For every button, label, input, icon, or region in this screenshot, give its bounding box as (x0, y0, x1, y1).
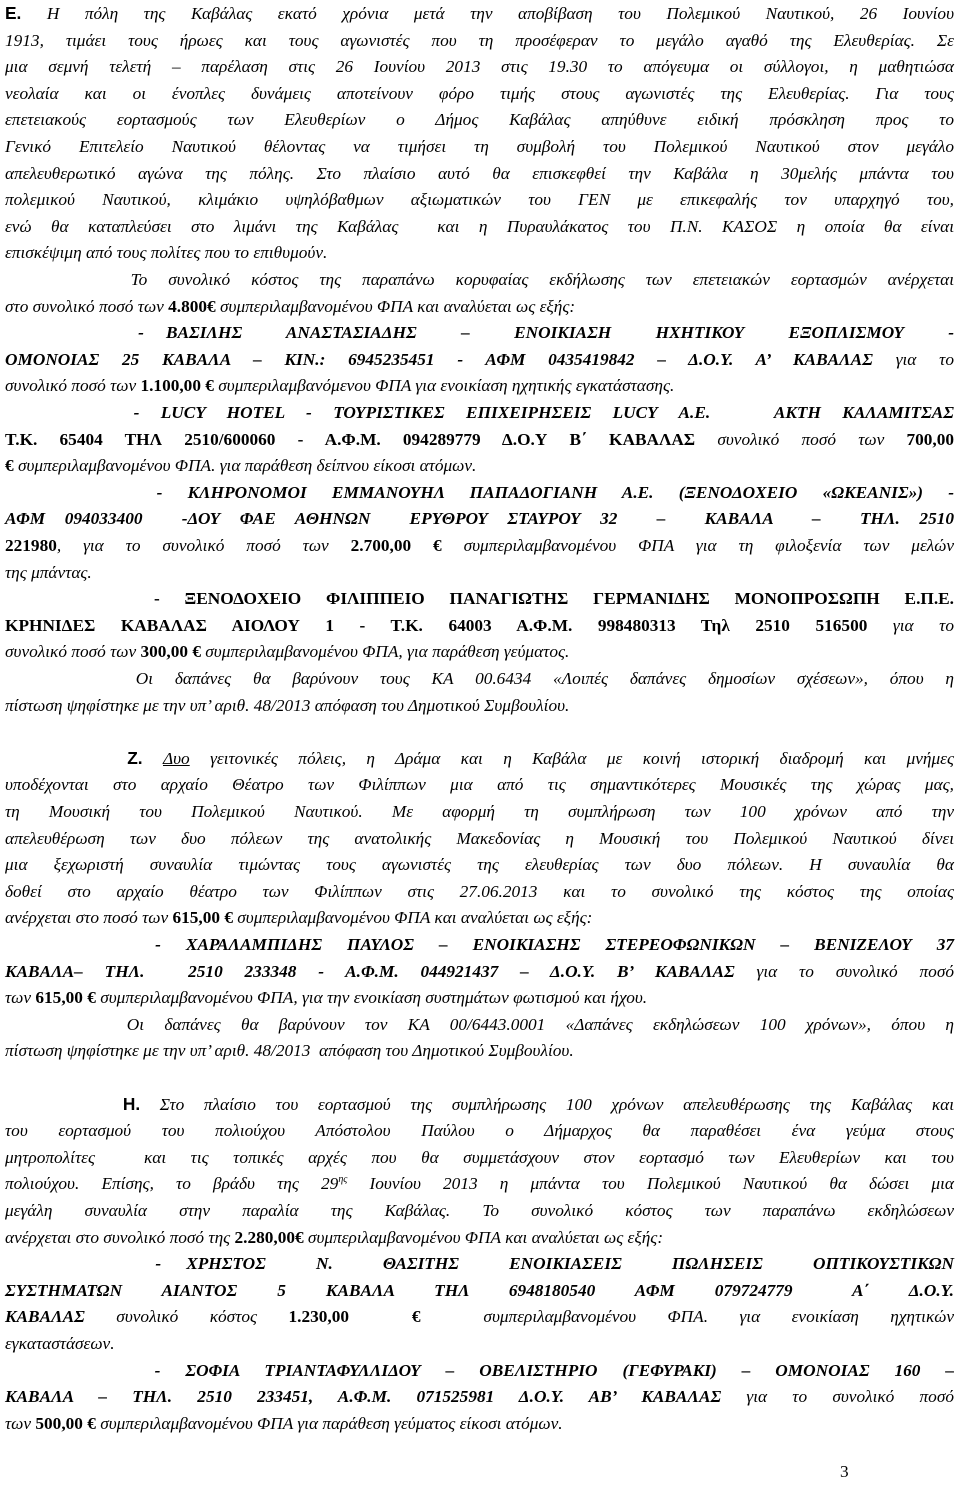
text-line (5, 694, 954, 717)
text-run: ΣΥΣΤΗΜΑΤΩΝ ΑΙΑΝΤΟΣ 5 ΚΑΒΑΛΑ ΤΗΛ 6948180540 ΑΦΜ 079724779 Α΄ Δ.Ο.Υ. (5, 1280, 954, 1300)
text-run: Στο πλαίσιο του εορτασμού της συμπλήρωσης 100 χρόνων απελευθέρωσης της Καβάλας και (140, 1094, 954, 1114)
text-line (5, 1066, 954, 1089)
text-line (5, 2, 954, 25)
text-run: απελευθερωτικό αγώνα της πόλης. Στο πλαίσιο αυτό θα επισκεφθεί την Καβάλα η 30μελής μπάντα του (5, 163, 954, 183)
text-line (5, 1199, 954, 1222)
text-run: εγκαταστάσεων. (5, 1334, 115, 1353)
text-line (5, 428, 954, 451)
text-line (5, 481, 954, 504)
text-run: συμπεριλαμβανομένου ΦΠΑ και αναλύεται ως εξής: (215, 296, 576, 316)
text-line (5, 853, 954, 876)
text-run: πολεμικού Ναυτικού, κλιμάκιο υψηλόβαθμων αξιωματικών του ΓΕΝ με επικεφαλής τον υπαρχηγό του, (5, 190, 954, 210)
text-line (5, 29, 954, 52)
text-line (5, 534, 954, 557)
text-run: , για το συνολικό ποσό των (56, 536, 351, 555)
text-line (5, 1252, 954, 1275)
text-line (5, 1226, 954, 1249)
text-line (5, 933, 954, 956)
text-run: τη Μουσική του Πολεμικού Ναυτικού. Με αφορμή τη συμπλήρωση των 100 χρόνων από την (5, 802, 954, 821)
text-line (5, 1279, 954, 1302)
text-run: συμπεριλαμβανομένου ΦΠΑ για παράθεση γεύματος είκοσι ατόμων. (95, 1413, 563, 1433)
text-run: συμπεριλαμβανομένου ΦΠΑ και αναλύεται ως εξής: (303, 1227, 664, 1247)
text-run: των (5, 1413, 36, 1433)
text-run: 500,00 € (35, 1413, 96, 1433)
text-run: του εορτασμού του πολιούχου Απόστολου Παύλου ο Δήμαρχος θα παραθέσει ένα γεύμα στους (5, 1121, 954, 1141)
text-run: Οι δαπάνες θα βαρύνουν τον ΚΑ 00/6443.0001 «Δαπάνες εκδηλώσεων 100 χρόνων», όπου η (5, 1014, 954, 1034)
text-run: - ΣΟΦΙΑ ΤΡΙΑΝΤΑΦΥΛΛΙΔΟΥ – ΟΒΕΛΙΣΤΗΡΙΟ (ΓΕΦΥΡΑΚΙ) – ΟΜΟΝΟΙΑΣ 160 – (5, 1360, 954, 1380)
text-line (5, 241, 954, 264)
text-line (5, 135, 954, 158)
text-run: - ΒΑΣΙΛΗΣ ΑΝΑΣΤΑΣΙΑΔΗΣ – ΕΝΟΙΚΙΑΣΗ ΗΧΗΤΙΚΟΥ ΕΞΟΠΛΙΣΜΟΥ - (5, 323, 954, 343)
text-run: για το συνολικό ποσό (721, 1387, 954, 1407)
text-line (5, 667, 954, 690)
text-run: ΟΜΟΝΟΙΑΣ 25 ΚΑΒΑΛΑ – ΚΙΝ.: 6945235451 - ΑΦΜ 0435419842 – Δ.Ο.Υ. Α’ ΚΑΒΑΛΑΣ (5, 349, 873, 369)
text-run: - ΚΛΗΡΟΝΟΜΟΙ ΕΜΜΑΝΟΥΗΛ ΠΑΠΑΔΟΓΙΑΝΗ Α.Ε. (ΞΕΝΟΔΟΧΕΙΟ «ΩΚΕΑΝΙΣ») - (5, 482, 954, 502)
text-run (143, 749, 163, 768)
text-line (5, 720, 954, 743)
text-run: συμπεριλαμβανομένου ΦΠΑ. για παράθεση δείπνου είκοσι ατόμων. (13, 456, 477, 476)
text-run: πολιούχου. Επίσης, το βράδυ της 29 (5, 1174, 339, 1194)
text-run: συμπεριλαμβανομένου ΦΠΑ. για ενοικίαση ηχητικών (420, 1307, 955, 1327)
text-line (5, 82, 954, 105)
text-run: πίστωση ψηφίστηκε με την υπ’ αριθ. 48/2013 απόφαση του Δημοτικού Συμβουλίου. (5, 1041, 574, 1061)
text-line (5, 215, 954, 238)
text-run: ανέρχεται στο συνολικό ποσό της (5, 1227, 235, 1247)
text-run: υποδέχονται στο αρχαίο Θέατρο των Φιλίππων μια από τις σημαντικότερες Μουσικές της χώρας μας, (5, 775, 954, 795)
text-line (5, 454, 954, 477)
text-run: 4.800€ (168, 296, 216, 316)
text-run: ενώ θα καταπλεύσει στο λιμάνι της Καβάλας και η Πυραυλάκατος του Π.Ν. ΚΑΣΟΣ η οποία θα είναι (5, 216, 954, 236)
text-run: Η πόλη της Καβάλας εκατό χρόνια μετά την αποβίβαση του Πολεμικού Ναυτικού, 26 Ιουνίου (21, 4, 954, 23)
text-run: συμπεριλαμβανομένου ΦΠΑ, για την ενοικίαση συστημάτων φωτισμού και ήχου. (95, 988, 648, 1008)
text-run: για το (872, 349, 954, 369)
text-run: δοθεί στο αρχαίο θέατρο των Φιλίππων στις 27.06.2013 και το συνολικό της κόστος της οποίας (5, 881, 954, 901)
text-run: μια σεμνή τελετή – παρέλαση στις 26 Ιουνίου 2013 στις 19.30 το απόγευμα οι σύλλογοι, η μαθητιώσα (5, 57, 954, 77)
text-run: - ΞΕΝΟΔΟΧΕΙΟ ΦΙΛΙΠΠΕΙΟ ΠΑΝΑΓΙΩΤΗΣ ΓΕΡΜΑΝΙΔΗΣ ΜΟΝΟΠΡΟΣΩΠΗ Ε.Π.Ε. (5, 589, 954, 609)
text-line (5, 1039, 954, 1062)
text-line (5, 55, 954, 78)
text-line (5, 1305, 954, 1328)
text-run: - ΧΡΗΣΤΟΣ Ν. ΘΑΣΙΤΗΣ ΕΝΟΙΚΙΑΣΕΙΣ ΠΩΛΗΣΕΙΣ ΟΠΤΙΚΟΥΣΤΙΚΩΝ (5, 1254, 954, 1274)
text-line (5, 1385, 954, 1408)
text-run: Η. (122, 1093, 141, 1114)
text-run (5, 1095, 123, 1114)
text-run: απελευθέρωση των δυο πόλεων της ανατολικής Μακεδονίας η Μουσική του Πολεμικού Ναυτικού δίνει (5, 828, 954, 848)
text-line (5, 348, 954, 371)
text-run: ΚΑΒΑΛΑ– ΤΗΛ. 2510 233348 - Α.Φ.Μ. 044921437 – Δ.Ο.Υ. Β’ ΚΑΒΑΛΑΣ (5, 961, 735, 981)
text-line (5, 587, 954, 610)
text-run: επετειακούς εορτασμούς των Ελευθερίων ο Δήμος Καβάλας απηύθυνε ειδική πρόσκληση προς το (5, 110, 954, 130)
text-line (5, 401, 954, 424)
text-line (5, 1146, 954, 1169)
text-run: 221980 (5, 536, 57, 555)
text-line (5, 1013, 954, 1036)
text-run: 1.230,00 € (288, 1307, 421, 1327)
text-run: συμπεριλαμβανόμενου ΦΠΑ για ενοικίαση ηχητικής εγκατάστασης. (213, 376, 675, 396)
text-run: συνολικό κόστος (84, 1307, 289, 1327)
text-run: ανέρχεται στο ποσό των (5, 908, 173, 928)
text-run: 1913, τιμάει τους ήρωες και τους αγωνιστές που τη προσέφεραν το μεγάλο αγαθό της Ελευθερίας. Σε (5, 30, 954, 50)
text-line (5, 1093, 954, 1116)
text-line (5, 1172, 954, 1195)
text-line (5, 800, 954, 823)
text-line (5, 960, 954, 983)
text-line (5, 162, 954, 185)
text-run: μια ξεχωριστή συναυλία τιμώντας τους αγωνιστές της ελευθερίας των δυο πόλεων. Η συναυλία θα (5, 855, 954, 875)
text-run: των (5, 988, 36, 1008)
text-run: για το συνολικό ποσό (734, 961, 954, 981)
text-run: ΚΑΒΑΛΑ – ΤΗΛ. 2510 233451, Α.Φ.Μ. 071525981 Δ.Ο.Υ. ΑΒ’ ΚΑΒΑΛΑΣ (5, 1387, 722, 1407)
text-run: 700,00 (906, 429, 954, 449)
text-run: Οι δαπάνες θα βαρύνουν τους ΚΑ 00.6434 «Λοιπές δαπάνες δημοσίων σχέσεων», όπου η (5, 669, 954, 688)
text-run: 1.100,00 € (140, 376, 214, 396)
page-number: 3 (840, 1462, 849, 1481)
text-line (5, 374, 954, 397)
text-line (5, 268, 954, 291)
text-line (5, 1359, 954, 1382)
text-run: € (5, 456, 14, 476)
text-line (5, 1119, 954, 1142)
text-run: Ζ. (127, 747, 143, 768)
text-run: Ιουνίου 2013 η μπάντα του Πολεμικού Ναυτικού θα δώσει μια (347, 1174, 954, 1194)
text-line (5, 986, 954, 1009)
text-run: ΚΡΗΝΙΔΕΣ ΚΑΒΑΛΑΣ ΑΙΟΛΟΥ 1 - Τ.Κ. 64003 Α.Φ.Μ. 998480313 Τηλ 2510 516500 (5, 615, 868, 635)
text-run: ΑΦΜ 094033400 -ΔΟΥ ΦΑΕ ΑΘΗΝΩΝ ΕΡΥΘΡΟΥ ΣΤΑΥΡΟΥ 32 – ΚΑΒΑΛΑ – ΤΗΛ. 2510 (5, 509, 954, 529)
text-line (5, 561, 954, 584)
text-line (5, 880, 954, 903)
text-run: μητροπολίτες και τις τοπικές αρχές που θα συμμετάσχουν στον εορτασμό των Ελευθερίων και του (5, 1147, 954, 1167)
text-run: Ε. (5, 3, 22, 23)
text-run: συνολικό ποσό των (5, 642, 141, 662)
text-run: συμπεριλαμβανομένου ΦΠΑ για τη φιλοξενία των μελών (441, 536, 954, 555)
text-run: 300,00 € (140, 642, 201, 662)
text-line (5, 906, 954, 929)
text-line (5, 773, 954, 796)
text-run: πίστωση ψηφίστηκε με την υπ’ αριθ. 48/2013 απόφαση του Δημοτικού Συμβουλίου. (5, 695, 570, 715)
text-line (5, 188, 954, 211)
text-run: συνολικό ποσό των (695, 429, 907, 449)
text-line (5, 747, 954, 770)
text-run: συνολικό ποσό των (5, 376, 141, 396)
text-run: 615,00 € (172, 908, 233, 928)
text-run: νεολαία και οι ένοπλες δυνάμεις αποτείνουν φόρο τιμής στους αγωνιστές της Ελευθερίας. Για τους (5, 83, 954, 103)
text-run: γειτονικές πόλεις, η Δράμα και η Καβάλα με κοινή ιστορική διαδρομή και μνήμες (189, 748, 954, 768)
text-line (5, 1332, 954, 1355)
text-run: επισκέψιμη από τους πολίτες που το επιθυμούν. (5, 243, 328, 263)
text-run: Δυο (162, 748, 190, 768)
text-line (5, 827, 954, 850)
text-run: Τ.Κ. 65404 ΤΗΛ 2510/600060 - Α.Φ.Μ. 094289779 Δ.Ο.Υ Β΄ ΚΑΒΑΛΑΣ (5, 429, 696, 449)
text-run: για το (867, 615, 954, 635)
text-run: Γενικό Επιτελείο Ναυτικού θέλοντας να τιμήσει τη συμβολή του Πολεμικού Ναυτικού στον μεγάλο (5, 137, 954, 156)
text-run: στο συνολικό ποσό των (5, 296, 169, 316)
text-line (5, 640, 954, 663)
text-run: ης (338, 1174, 348, 1186)
text-line (5, 108, 954, 131)
text-line (5, 295, 954, 318)
text-run: συμπεριλαμβανομένου ΦΠΑ και αναλύεται ως εξής: (232, 908, 593, 928)
text-run: - ΧΑΡΑΛΑΜΠΙΔΗΣ ΠΑΥΛΟΣ – ΕΝΟΙΚΙΑΣΗΣ ΣΤΕΡΕΟΦΩΝΙΚΩΝ – ΒΕΝΙΖΕΛΟΥ 37 (5, 935, 954, 954)
text-run: ΚΑΒΑΛΑΣ (5, 1307, 85, 1327)
text-line (5, 614, 954, 637)
text-line (5, 507, 954, 530)
text-run: της μπάντας. (5, 562, 92, 582)
text-line (5, 321, 954, 344)
text-run: 2.700,00 € (350, 536, 442, 555)
text-line (5, 1412, 954, 1435)
text-run (5, 749, 127, 768)
text-run: μεγάλη συναυλία στην παραλία της Καβάλας. Το συνολικό κόστος των παραπάνω εκδηλώσεων (5, 1201, 954, 1220)
text-run: 2.280,00€ (234, 1227, 304, 1247)
text-run: Το συνολικό κόστος της παραπάνω κορυφαίας εκδήλωσης των επετειακών εορτασμών ανέρχεται (5, 270, 954, 289)
text-run: - LUCY HOTEL - ΤΟΥΡΙΣΤΙΚΕΣ ΕΠΙΧΕΙΡΗΣΕΙΣ LUCY Α.Ε. ΑΚΤΗ ΚΑΛΑΜΙΤΣΑΣ (5, 403, 954, 422)
text-run: 615,00 € (35, 988, 96, 1008)
text-run: συμπεριλαμβανομένου ΦΠΑ, για παράθεση γεύματος. (200, 642, 570, 662)
